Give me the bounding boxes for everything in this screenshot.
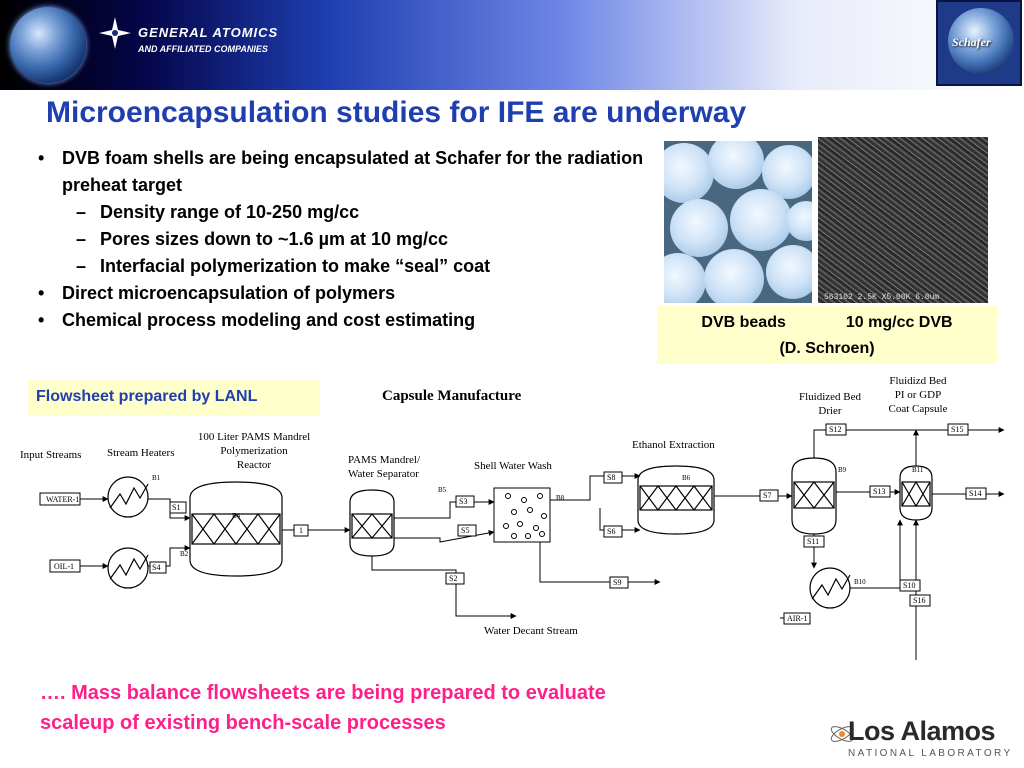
label-separator-1: PAMS Mandrel/ <box>348 454 421 466</box>
block-b8: B8 <box>556 494 565 502</box>
dash-icon: – <box>76 256 87 276</box>
los-alamos-name: Los Alamos <box>848 716 996 746</box>
micrograph-scale-text: 563102 2.5K X5.00K 6.0um <box>824 293 940 302</box>
stream-s7: S7 <box>763 491 772 500</box>
stream-s13: S13 <box>873 487 886 496</box>
stream-s4: S4 <box>152 563 161 572</box>
bullet-item <box>36 280 656 307</box>
label-separator-2: Water Separator <box>348 468 419 480</box>
stream-s3: S3 <box>459 497 468 506</box>
dvb-foam-micrograph <box>818 137 988 303</box>
stream-s6: S6 <box>607 527 616 536</box>
label-reactor-1: 100 Liter PAMS Mandrel <box>197 431 311 443</box>
sub-bullet-text: Pores sizes down to ~1.6 µm at 10 mg/cc <box>100 229 449 249</box>
bullet-list <box>36 145 656 334</box>
general-atomics-logo-icon <box>98 16 132 50</box>
page-title: Microencapsulation studies for IFE are underway <box>46 96 747 129</box>
stream-s14: S14 <box>969 489 982 498</box>
coater-b11 <box>900 466 932 520</box>
capsule-manufacture-flowsheet <box>0 370 1024 670</box>
dash-icon: – <box>76 229 87 249</box>
label-coat-3: Coat Capsule <box>888 403 948 415</box>
caption-left: DVB beads <box>701 314 786 331</box>
sub-bullet-item <box>36 199 656 226</box>
heater-b2-icon <box>108 548 148 588</box>
bullet-dot-icon: • <box>38 148 45 168</box>
flowsheet-credit-label: Flowsheet prepared by LANL <box>28 380 320 416</box>
stream-air-1: AIR-1 <box>787 614 808 623</box>
heater-b10-icon <box>810 568 850 608</box>
stream-s12: S12 <box>829 425 842 434</box>
stream-s5: S5 <box>461 526 470 535</box>
bullet-item <box>36 145 656 199</box>
label-shell-wash: Shell Water Wash <box>474 460 552 472</box>
flowsheet-title: Capsule Manufacture <box>382 388 522 404</box>
caption-credit: (D. Schroen) <box>779 340 875 357</box>
stream-s8: S8 <box>607 473 616 482</box>
bottom-message-line-1: …. Mass balance flowsheets are being prepared to evaluate <box>40 682 606 704</box>
drier-b9 <box>792 458 836 534</box>
dvb-beads-photo <box>664 141 812 303</box>
bullet-dot-icon: • <box>38 283 45 303</box>
los-alamos-subtitle: NATIONAL LABORATORY <box>848 748 1013 759</box>
bottom-message-line-2: scaleup of existing bench-scale processes <box>40 712 446 734</box>
caption-line-1 <box>657 314 997 332</box>
label-coat-2: PI or GDP <box>894 389 942 401</box>
header-banner <box>0 0 1024 90</box>
block-b2: B2 <box>180 550 189 558</box>
sub-bullet-item <box>36 253 656 280</box>
bullet-text: DVB foam shells are being encapsulated at Schafer for the radiation preheat target <box>62 148 644 195</box>
bullet-text: Chemical process modeling and cost estimating <box>62 310 476 330</box>
company-name: GENERAL ATOMICS <box>138 25 279 40</box>
bottom-message <box>40 678 606 738</box>
stream-s2: S2 <box>449 574 458 583</box>
stream-1: 1 <box>299 526 303 535</box>
photo-caption <box>657 306 997 364</box>
block-b4: B4 <box>232 512 241 520</box>
block-b6: B6 <box>682 474 691 482</box>
stream-s1: S1 <box>172 503 181 512</box>
bullet-item <box>36 307 656 334</box>
label-water-decant: Water Decant Stream <box>484 625 578 637</box>
schafer-label: Schafer <box>952 35 991 49</box>
separator-b5 <box>350 490 394 556</box>
extraction-b6 <box>638 466 714 534</box>
globe-logo-icon <box>10 7 86 83</box>
bullet-text: Direct microencapsulation of polymers <box>62 283 396 303</box>
stream-oil-1: OIL-1 <box>54 562 74 571</box>
block-b11: B11 <box>912 466 924 474</box>
block-b5: B5 <box>438 486 447 494</box>
block-b10: B10 <box>854 578 866 586</box>
stream-s9: S9 <box>613 578 622 587</box>
label-coat-1: Fluidizd Bed <box>889 375 947 387</box>
stream-s11: S11 <box>807 537 820 546</box>
stream-s15: S15 <box>951 425 964 434</box>
label-reactor-3: Reactor <box>236 459 272 471</box>
heater-b1-icon <box>108 477 148 517</box>
label-drier-2: Drier <box>818 405 842 417</box>
label-ethanol: Ethanol Extraction <box>632 439 715 451</box>
block-b9: B9 <box>838 466 847 474</box>
block-b1: B1 <box>152 474 161 482</box>
label-drier-1: Fluidized Bed <box>798 391 862 403</box>
dash-icon: – <box>76 202 87 222</box>
label-input-streams: Input Streams <box>20 449 82 461</box>
stream-s16: S16 <box>913 596 926 605</box>
label-stream-heaters: Stream Heaters <box>107 447 175 459</box>
caption-right: 10 mg/cc DVB <box>845 314 953 331</box>
label-reactor-2: Polymerization <box>220 445 288 457</box>
company-subtitle: AND AFFILIATED COMPANIES <box>138 44 268 54</box>
bullet-dot-icon: • <box>38 310 45 330</box>
reactor-b4 <box>190 482 282 576</box>
sub-bullet-text: Density range of 10-250 mg/cc <box>100 202 360 222</box>
stream-s10: S10 <box>903 581 916 590</box>
stream-water-1: WATER-1 <box>46 495 80 504</box>
sub-bullet-item <box>36 226 656 253</box>
schafer-logo <box>936 0 1022 86</box>
sub-bullet-text: Interfacial polymerization to make “seal” coat <box>100 256 491 276</box>
wash-tank-b8 <box>494 488 550 542</box>
